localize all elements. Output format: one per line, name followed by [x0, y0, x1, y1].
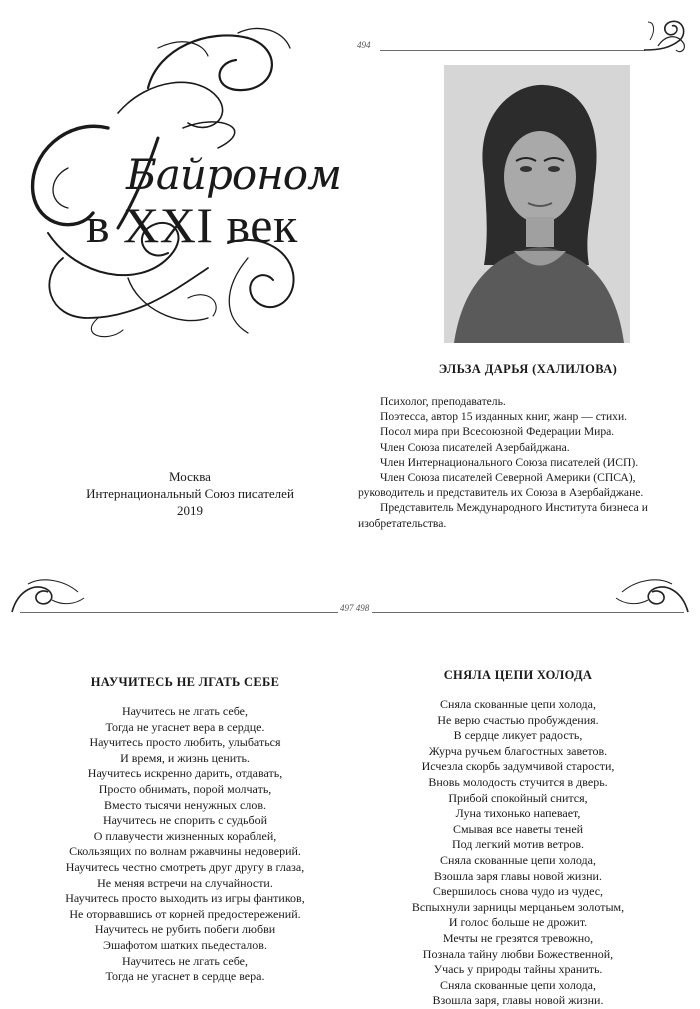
poem-line: Взошла заря, главы новой жизни. [432, 993, 604, 1008]
flourish-ornament-icon [640, 10, 690, 60]
poem-line: Научитесь честно смотреть друг другу в глаза, [65, 859, 305, 874]
poem-line: И время, и жизнь ценить. [120, 750, 250, 765]
page-numbers-middle: 497 498 [340, 603, 370, 613]
author-name: ЭЛЬЗА ДАРЬЯ (ХАЛИЛОВА) [438, 362, 618, 376]
poem-line: В сердце ликует радость, [453, 728, 583, 743]
bio-line: Посол мира при Всесоюзной Федерации Мира. [380, 425, 615, 439]
poem-line: Познала тайну любви Божественной, [422, 946, 614, 961]
poem-line: Эшафотом шатких пьедесталов. [103, 937, 267, 952]
poem-line: Научитесь не рубить побеги любви [94, 922, 276, 937]
poem-line: Вспыхнули зарницы мерцаньем золотым, [411, 899, 625, 914]
poem-line: Под легкий мотив ветров. [451, 837, 585, 852]
imprint-publisher: Интернациональный Союз писателей [86, 486, 294, 501]
poem-left [30, 704, 340, 985]
swash-divider-icon [8, 572, 88, 617]
bio-line: Психолог, преподаватель. [380, 395, 506, 408]
poem-line: Луна тихонько напевает, [455, 806, 581, 821]
swash-divider-icon [612, 572, 692, 617]
poem-line: Скользящих по волнам ржавчины недоверий. [69, 844, 301, 859]
imprint-year: 2019 [177, 503, 203, 518]
poem-line: Научитесь просто любить, улыбаться [89, 735, 281, 750]
bio-line: Представитель Международного Института бизнеса и изобретательства. [358, 501, 648, 530]
poem-line: Просто обнимать, порой молчать, [98, 781, 272, 796]
poem-line: Научитесь искренно дарить, отдавать, [87, 766, 283, 781]
poem-line: Вместо тысячи ненужных слов. [103, 797, 266, 812]
poem-line: Не верю счастью пробуждения. [437, 712, 599, 727]
author-photo [444, 65, 630, 343]
bio-line: Член Союза писателей Северной Америки (СПСА), руководитель и представитель их Союза в Азербайджане. [358, 471, 644, 500]
poem-line: Смывая все наветы теней [452, 821, 584, 836]
poem-line: Научитесь не лгать себе, [122, 953, 248, 968]
poem-line: Тогда не угаснет вера в сердце. [105, 719, 265, 734]
poem-line: Прибой спокойный снится, [448, 790, 588, 805]
poem-line: Научитесь просто выходить из игры фантиков, [65, 891, 305, 906]
author-bio [358, 394, 676, 531]
poem-right [362, 697, 674, 1009]
page-number-top: 494 [357, 40, 371, 50]
poem-line: Не оторвавшись от корней предостережений. [69, 906, 301, 921]
book-title-line1: Байроном [126, 150, 341, 199]
poem-line: О плавучести жизненных кораблей, [93, 828, 277, 843]
poem-line: Сняла скованные цепи холода, [440, 697, 596, 711]
header-rule [380, 50, 645, 51]
imprint-city: Москва [169, 469, 211, 484]
divider-rule-left [20, 612, 338, 613]
poem-line: Вновь молодость стучится в дверь. [428, 774, 608, 789]
book-title-block [8, 18, 378, 348]
portrait-image [444, 65, 630, 343]
imprint [40, 468, 340, 519]
bio-line: Член Союза писателей Азербайджана. [380, 440, 570, 454]
poem-line: Не меняя встречи на случайности. [97, 875, 273, 890]
poem-line: Сняла скованные цепи холода, [440, 852, 596, 867]
poem-line: Научитесь не спорить с судьбой [103, 813, 267, 828]
poem-line: Научитесь не лгать себе, [122, 704, 248, 718]
poem-line: Исчезла скорбь задумчивой старости, [421, 759, 615, 774]
book-title-line2: в XXI век [86, 197, 298, 253]
poem-line: Журча ручьем благостных заветов. [428, 743, 608, 758]
bio-line: Член Интернационального Союза писателей (ИСП). [380, 455, 639, 469]
bio-line: Поэтесса, автор 15 изданных книг, жанр — стихи. [380, 410, 628, 424]
poem-line: Тогда не угаснет в сердце вера. [105, 969, 265, 984]
poem-line: Сняла скованные цепи холода, [440, 977, 596, 992]
poem-line: Мечты не грезятся тревожно, [442, 930, 594, 945]
poem-line: Свершилось снова чудо из чудес, [432, 884, 604, 899]
poem-title-right: СНЯЛА ЦЕПИ ХОЛОДА [443, 668, 593, 682]
poem-title-left: НАУЧИТЕСЬ НЕ ЛГАТЬ СЕБЕ [90, 675, 280, 689]
poem-line: Взошла заря главы новой жизни. [434, 868, 602, 883]
poem-line: И голос больше не дрожит. [448, 915, 588, 930]
poem-line: Учась у природы тайны хранить. [433, 962, 603, 977]
